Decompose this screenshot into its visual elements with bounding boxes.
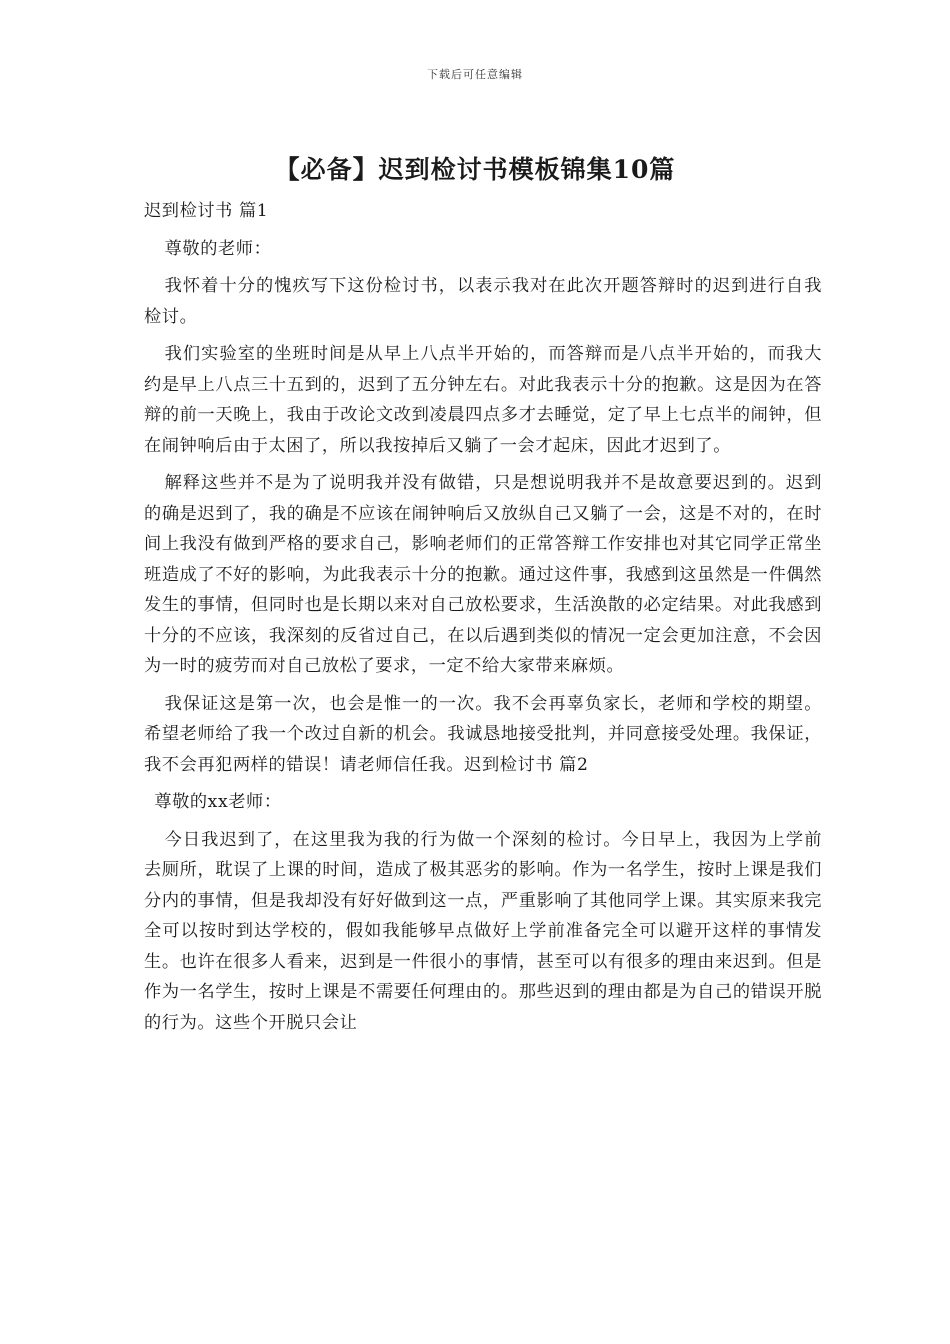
document-title: 【必备】迟到检讨书模板锦集10篇 bbox=[274, 155, 676, 184]
salutation-2: 尊敬的xx老师： bbox=[154, 792, 282, 812]
paragraph: 我保证这是第一次，也会是惟一的一次。我不会再辜负家长，老师和学校的期望。希望老师给了我一个改过自新的机会。我诚恳地接受批判，并同意接受处理。我保证，我不会再犯两样的错误！请老师信任我。迟到检讨书 篇2 bbox=[144, 693, 822, 775]
paragraph: 我们实验室的坐班时间是从早上八点半开始的，而答辩而是八点半开始的，而我大约是早上八点三十五到的，迟到了五分钟左右。对此我表示十分的抱歉。这是因为在答辩的前一天晚上，我由于改论文改到凌晨四点多才去睡觉，定了早上七点半的闹钟，但在闹钟响后由于太困了，所以我按掉后又躺了一会才起床，因此才迟到了。 bbox=[144, 344, 822, 456]
salutation-1: 尊敬的老师： bbox=[164, 238, 272, 259]
section-heading-1: 迟到检讨书 篇1 bbox=[144, 201, 269, 221]
header-note: 下载后可任意编辑 bbox=[427, 68, 523, 81]
paragraph: 今日我迟到了，在这里我为我的行为做一个深刻的检讨。今日早上，我因为上学前去厕所，耽误了上课的时间，造成了极其恶劣的影响。作为一名学生，按时上课是我们分内的事情，但是我却没有好好做到这一点，严重影响了其他同学上课。其实原来我完全可以按时到达学校的，假如我能够早点做好上学前准备完全可以避开这样的事情发生。也许在很多人看来，迟到是一件很小的事情，甚至可以有很多的理由来迟到。但是作为一名学生，按时上课是不需要任何理由的。那些迟到的理由都是为自己的错误开脱的行为。这些个开脱只会让 bbox=[144, 829, 822, 1033]
paragraph: 解释这些并不是为了说明我并没有做错，只是想说明我并不是故意要迟到的。迟到的确是迟到了，我的确是不应该在闹钟响后又放纵自己又躺了一会，这是不对的，在时间上我没有做到严格的要求自己，影响老师们的正常答辩工作安排也对其它同学正常坐班造成了不好的影响，为此我表示十分的抱歉。通过这件事，我感到这虽然是一件偶然发生的事情，但同时也是长期以来对自己放松要求，生活涣散的必定结果。对此我感到十分的不应该，我深刻的反省过自己，在以后遇到类似的情况一定会更加注意，不会因为一时的疲劳而对自己放松了要求，一定不给大家带来麻烦。 bbox=[144, 473, 822, 676]
paragraph: 我怀着十分的愧疚写下这份检讨书，以表示我对在此次开题答辩时的迟到进行自我检讨。 bbox=[144, 276, 822, 327]
document-body bbox=[144, 196, 822, 1045]
